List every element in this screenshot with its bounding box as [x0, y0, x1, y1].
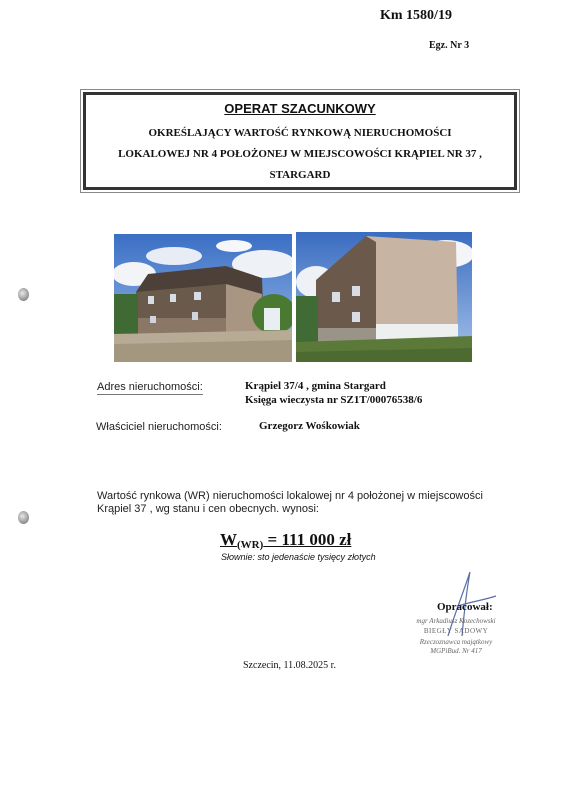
punch-hole-mark	[18, 511, 29, 524]
title-line-3: STARGARD	[269, 169, 331, 181]
punch-hole-mark	[18, 288, 29, 301]
title-line-1: OKREŚLAJĄCY WARTOŚĆ RYNKOWĄ NIERUCHOMOŚCI	[148, 127, 452, 139]
valuation-text-line-2: Krąpiel 37 , wg stanu i cen obecnych. wynosi:	[97, 503, 319, 515]
prepared-by-label: Opracował:	[437, 601, 493, 613]
stamp-role: Rzeczoznawca majątkowy	[419, 638, 493, 646]
stamp-license: MGPiBud. Nr 417	[430, 647, 482, 655]
address-label: Adres nieruchomości:	[97, 381, 203, 393]
owner-value: Grzegorz Wośkowiak	[259, 420, 360, 432]
document-title: OPERAT SZACUNKOWY	[224, 101, 376, 116]
valuation-value: = 111 000 zł	[263, 530, 352, 549]
land-register-value: Księga wieczysta nr SZ1T/00076538/6	[245, 394, 423, 406]
valuation-subscript: (WR)	[237, 539, 264, 551]
place-and-date: Szczecin, 11.08.2025 r.	[243, 660, 336, 671]
address-value: Krąpiel 37/4 , gmina Stargard	[245, 380, 386, 392]
stamp-title: BIEGŁY SĄDOWY	[423, 627, 489, 635]
owner-label: Właściciel nieruchomości:	[96, 421, 222, 433]
stamp-name: mgr Arkadiusz Kozechowski	[416, 617, 496, 625]
title-box	[83, 92, 517, 190]
valuation-amount	[220, 530, 351, 551]
title-line-2: LOKALOWEJ NR 4 POŁOŻONEJ W MIEJSCOWOŚCI KRĄPIEL NR 37 ,	[118, 148, 482, 160]
building-photo-side	[296, 232, 472, 362]
valuation-text-line-1: Wartość rynkowa (WR) nieruchomości lokalowej nr 4 położonej w miejscowości	[97, 490, 483, 502]
document-reference: Km 1580/19	[380, 8, 452, 23]
copy-number: Egz. Nr 3	[429, 40, 470, 51]
amount-in-words: Słownie: sto jedenaście tysięcy złotych	[221, 552, 376, 562]
valuation-symbol: W	[220, 530, 237, 549]
building-photo-front	[114, 234, 292, 362]
